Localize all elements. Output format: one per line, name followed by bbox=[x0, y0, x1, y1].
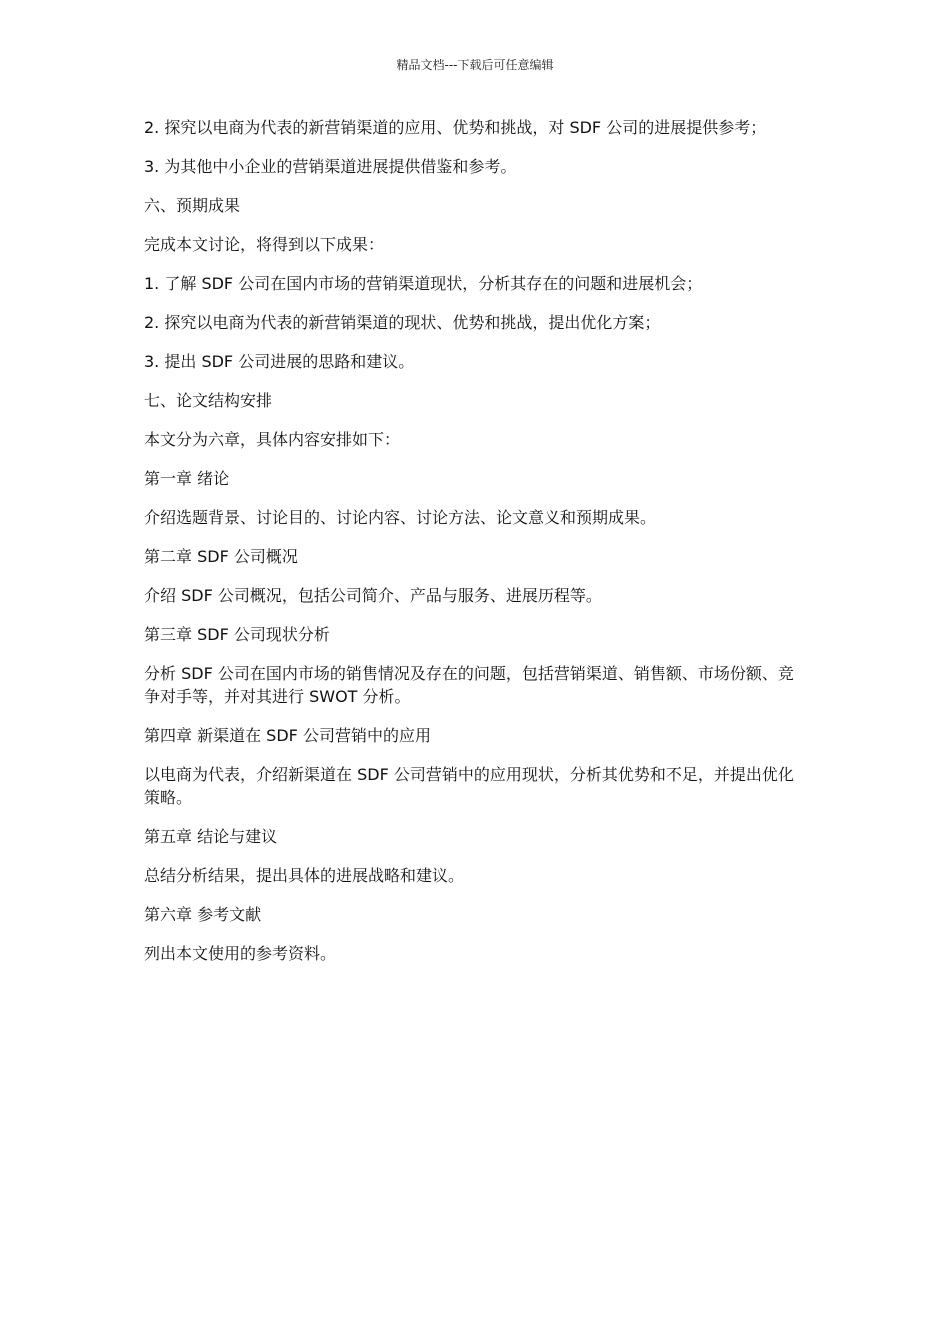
chapter-3-desc: 分析 SDF 公司在国内市场的销售情况及存在的问题，包括营销渠道、销售额、市场份额、竞争对手等，并对其进行 SWOT 分析。 bbox=[144, 664, 794, 706]
paragraph-results-intro: 完成本文讨论，将得到以下成果： bbox=[144, 235, 385, 254]
paragraph-result-1: 1. 了解 SDF 公司在国内市场的营销渠道现状，分析其存在的问题和进展机会； bbox=[144, 274, 703, 293]
chapter-6-desc: 列出本文使用的参考资料。 bbox=[144, 944, 337, 963]
paragraph-result-2: 2. 探究以电商为代表的新营销渠道的现状、优势和挑战，提出优化方案； bbox=[144, 313, 661, 332]
paragraph-goal-3: 3. 为其他中小企业的营销渠道进展提供借鉴和参考。 bbox=[144, 157, 517, 176]
chapter-3-title: 第三章 SDF 公司现状分析 bbox=[144, 625, 330, 644]
document-body bbox=[144, 116, 806, 981]
chapter-4-title: 第四章 新渠道在 SDF 公司营销中的应用 bbox=[144, 726, 431, 745]
chapter-4-desc: 以电商为代表，介绍新渠道在 SDF 公司营销中的应用现状，分析其优势和不足，并提出优化策略。 bbox=[144, 765, 794, 807]
chapter-5-title: 第五章 结论与建议 bbox=[144, 827, 278, 846]
chapter-2-desc: 介绍 SDF 公司概况，包括公司简介、产品与服务、进展历程等。 bbox=[144, 586, 602, 605]
chapter-6-title: 第六章 参考文献 bbox=[144, 905, 262, 924]
chapter-1-desc: 介绍选题背景、讨论目的、讨论内容、讨论方法、论文意义和预期成果。 bbox=[144, 508, 657, 527]
chapter-2-title: 第二章 SDF 公司概况 bbox=[144, 547, 298, 566]
paragraph-structure-intro: 本文分为六章，具体内容安排如下： bbox=[144, 430, 401, 449]
section-heading-expected-results: 六、预期成果 bbox=[144, 196, 241, 215]
page-header: 精品文档---下载后可任意编辑 bbox=[396, 58, 554, 72]
chapter-1-title: 第一章 绪论 bbox=[144, 469, 230, 488]
paragraph-goal-2: 2. 探究以电商为代表的新营销渠道的应用、优势和挑战，对 SDF 公司的进展提供参考； bbox=[144, 118, 767, 137]
section-heading-structure: 七、论文结构安排 bbox=[144, 391, 273, 410]
paragraph-result-3: 3. 提出 SDF 公司进展的思路和建议。 bbox=[144, 352, 415, 371]
chapter-5-desc: 总结分析结果，提出具体的进展战略和建议。 bbox=[144, 866, 465, 885]
